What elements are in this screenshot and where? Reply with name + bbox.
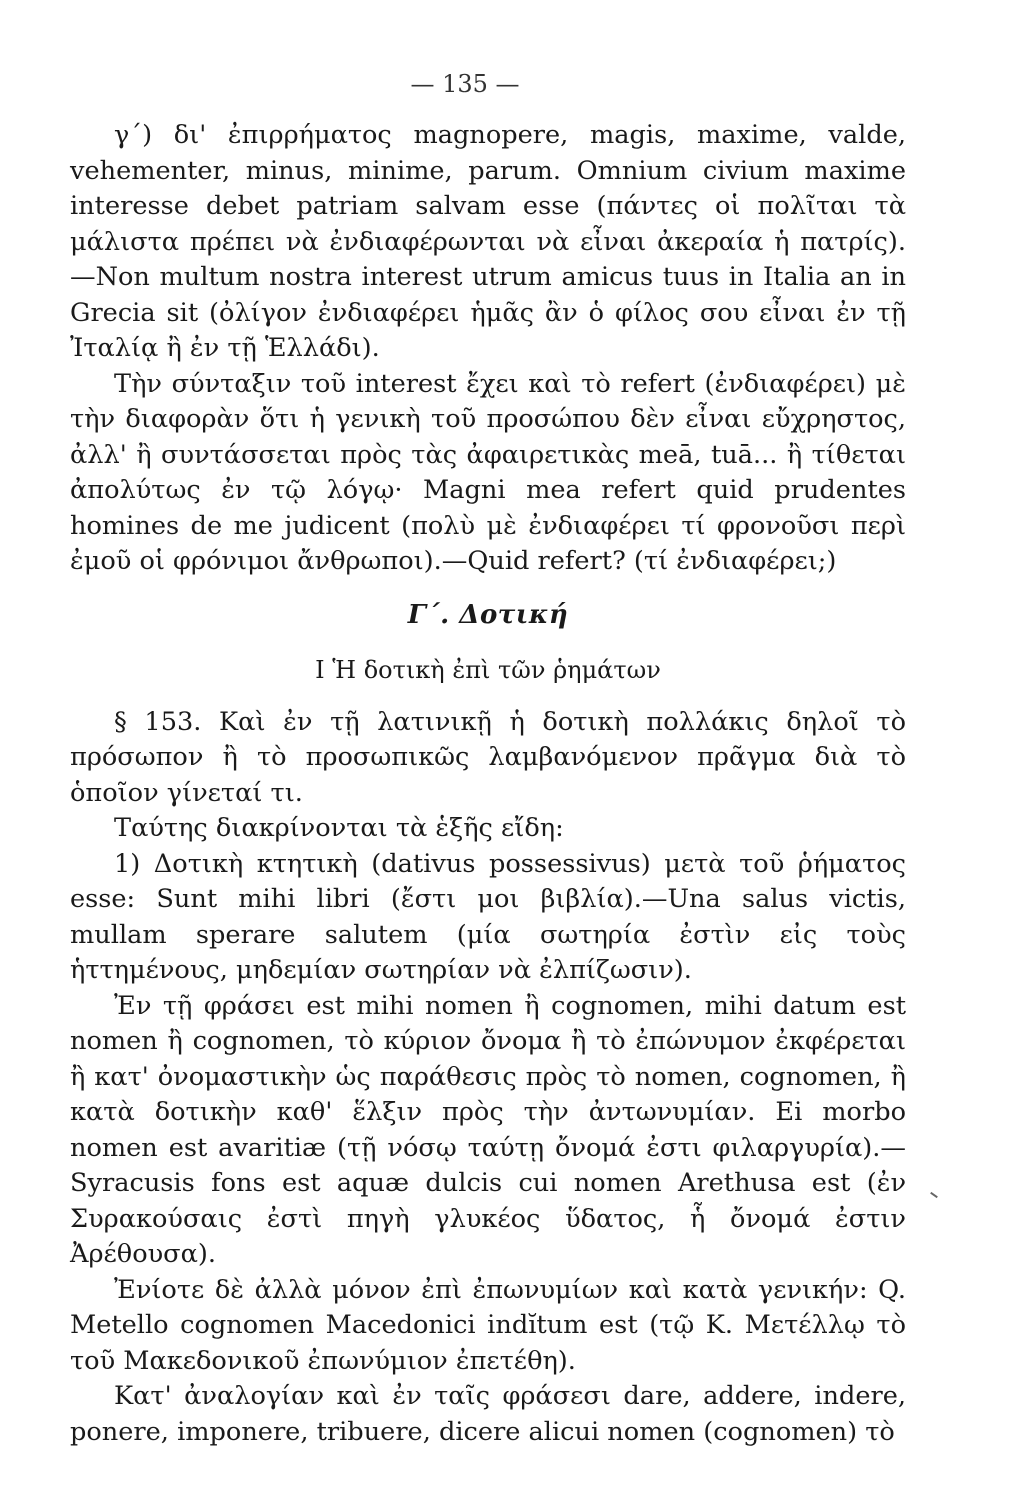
page-number: — 135 — xyxy=(410,70,520,98)
paragraph-kinds-intro: Ταύτης διακρίνονται τὰ ἑξῆς εἴδη: xyxy=(114,813,564,843)
paragraph-analogous-phrases: Κατ' ἀναλογίαν καὶ ἐν ταῖς φράσεσι dare, addere, indere, ponere, imponere, tribuere, dicere alicui nomen (cognomen) τὸ xyxy=(70,1381,906,1447)
paragraph-section-153: § 153. Καὶ ἐν τῇ λατινικῇ ἡ δοτικὴ πολλάκις δηλοῖ τὸ πρόσωπον ἢ τὸ προσωπικῶς λαμβανόμενον πρᾶγμα διὰ τὸ ὁποῖον γίνεταί τι. xyxy=(70,706,906,808)
paragraph-refert-syntax: Τὴν σύνταξιν τοῦ interest ἔχει καὶ τὸ refert (ἐνδιαφέρει) μὲ τὴν διαφορὰν ὅτι ἡ γενικὴ τοῦ προσώπου δὲν εἶναι εὔχρηστος, ἀλλ' ἢ συντάσσεται πρὸς τὰς ἀφαιρετικὰς meā, tuā... ἢ τίθεται ἀπολύτως ἐν τῷ λόγῳ· Magni mea refert quid prudentes homines de me judicent (πολὺ μὲ ἐνδιαφέρει τί φρονοῦσι περὶ ἐμοῦ οἱ φρόνιμοι ἄνθρωποι).—Quid refert? (τί ἐνδιαφέρει;) xyxy=(70,368,906,576)
paragraph-nomen-phrase: Ἐν τῇ φράσει est mihi nomen ἢ cognomen, mihi datum est nomen ἢ cognomen, τὸ κύριον ὄνομα ἢ τὸ ἐπώνυμον ἐκφέρεται ἢ κατ' ὀνομαστικὴν ὡς παράθεσις πρὸς τὸ nomen, cognomen, ἢ κατὰ δοτικὴν καθ' ἕλξιν πρὸς τὴν ἀντωνυμίαν. Ei morbo nomen est avaritiæ (τῇ νόσῳ ταύτῃ ὄνομά ἐστι φιλαργυρία).—Syracusis fons est aquæ dulcis cui nomen Arethusa est (ἐν Συρακούσαις ἐστὶ πηγὴ γλυκέος ὕδατος, ἧ ὄνομά ἐστιν Ἀρέθουσα). xyxy=(70,990,906,1269)
section-title: Γ΄. Δοτική xyxy=(407,599,569,630)
page-body xyxy=(70,118,906,1450)
margin-mark xyxy=(930,1192,938,1198)
paragraph-adverb-construction: γ΄) δι' ἐπιρρήματος magnopere, magis, maxime, valde, vehementer, minus, minime, parum. Omnium civium maxime interesse debet patriam salvam esse (πάντες οἱ πολῖται τὰ μάλιστα πρέπει νὰ ἐνδιαφέρωνται νὰ εἶναι ἀκεραία ἡ πατρίς).—Non multum nostra interest utrum amicus tuus in Italia an in Grecia sit (ὀλίγον ἐνδιαφέρει ἡμᾶς ἂν ὁ φίλος σου εἶναι ἐν τῇ Ἰταλίᾳ ἢ ἐν τῇ Ἑλλάδι). xyxy=(70,120,906,363)
paragraph-genitive-epithets: Ἐνίοτε δὲ ἀλλὰ μόνον ἐπὶ ἐπωνυμίων καὶ κατὰ γενικήν: Q. Metello cognomen Macedonici indĭtum est (τῷ Κ. Μετέλλῳ τὸ τοῦ Μακεδονικοῦ ἐπωνύμιον ἐπετέθη). xyxy=(70,1274,906,1376)
paragraph-dativus-possessivus: 1) Δοτικὴ κτητικὴ (dativus possessivus) μετὰ τοῦ ῥήματος esse: Sunt mihi libri (ἔστι μοι βιβλία).—Una salus victis, mullam sperare salutem (μία σωτηρία ἐστὶν εἰς τοὺς ἡττημένους, μηδεμίαν σωτηρίαν νὰ ἐλπίζωσιν). xyxy=(70,848,906,985)
subsection-title: Ι Ἡ δοτικὴ ἐπὶ τῶν ῥημάτων xyxy=(315,656,661,684)
